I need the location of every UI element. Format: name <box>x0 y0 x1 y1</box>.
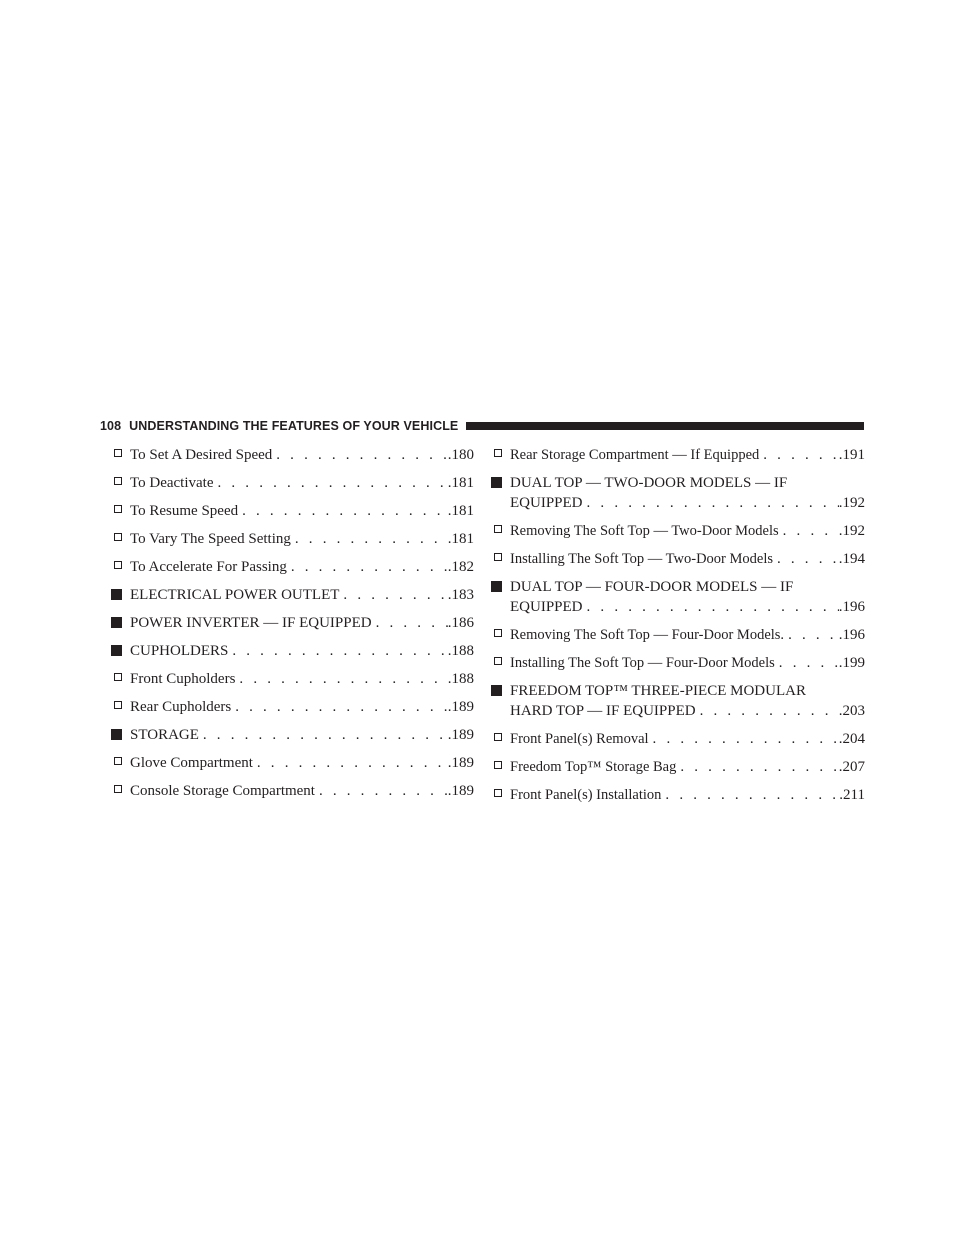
toc-entry-title: EQUIPPED <box>510 599 583 615</box>
dot-leader <box>235 669 447 689</box>
toc-section-entry[interactable] <box>490 681 865 721</box>
hollow-square-bullet-icon <box>494 449 502 457</box>
toc-subsection-entry[interactable] <box>110 669 474 689</box>
toc-subsection-entry[interactable] <box>490 757 865 777</box>
toc-subsection-entry[interactable] <box>490 729 865 749</box>
toc-page-number: .181 <box>447 475 474 491</box>
section-title: UNDERSTANDING THE FEATURES OF YOUR VEHICLE <box>129 419 459 433</box>
toc-page-number: .182 <box>447 559 474 575</box>
hollow-square-bullet-icon <box>114 785 122 793</box>
toc-subsection-entry[interactable] <box>110 753 474 773</box>
toc-page-number: .207 <box>838 759 865 775</box>
dot-leader <box>214 473 448 493</box>
hollow-square-bullet-icon <box>494 733 502 741</box>
hollow-square-bullet-icon <box>114 449 122 457</box>
toc-page-number: .194 <box>838 551 865 567</box>
dot-leader <box>773 549 839 569</box>
toc-entry-title: Removing The Soft Top — Two-Door Models <box>510 523 779 539</box>
dot-leader <box>759 445 838 465</box>
toc-section-entry[interactable] <box>490 577 865 617</box>
toc-entry-title: To Set A Desired Speed <box>130 447 273 463</box>
toc-page-number: .189 <box>447 755 474 771</box>
toc-entry-title: ELECTRICAL POWER OUTLET <box>130 587 340 603</box>
toc-page-number: .203 <box>838 703 865 719</box>
dot-leader <box>583 597 839 617</box>
toc-subsection-entry[interactable] <box>110 557 474 577</box>
hollow-square-bullet-icon <box>114 673 122 681</box>
dot-leader <box>696 701 839 721</box>
toc-page-number: .189 <box>447 727 474 743</box>
toc-page-number: .181 <box>447 531 474 547</box>
hollow-square-bullet-icon <box>494 525 502 533</box>
toc-subsection-entry[interactable] <box>110 781 474 801</box>
toc-page-number: .189 <box>447 783 474 799</box>
toc-entry-title: EQUIPPED <box>510 495 583 511</box>
toc-entry-title: Rear Storage Compartment — If Equipped <box>510 447 760 463</box>
toc-entry-title: Freedom Top™ Storage Bag <box>510 759 677 775</box>
toc-page-number: .186 <box>447 615 474 631</box>
dot-leader <box>676 757 838 777</box>
toc-entry-title: Glove Compartment <box>130 755 253 771</box>
hollow-square-bullet-icon <box>114 757 122 765</box>
toc-entry-title: Installing The Soft Top — Four-Door Models <box>510 655 775 671</box>
toc-section-entry[interactable] <box>110 641 474 661</box>
header-rule <box>466 422 864 430</box>
dot-leader <box>272 445 447 465</box>
hollow-square-bullet-icon <box>114 701 122 709</box>
toc-entry-title: Front Cupholders <box>130 671 236 687</box>
dot-leader <box>339 585 447 605</box>
dot-leader <box>315 781 448 801</box>
toc-page-number: .181 <box>447 503 474 519</box>
toc-entry-title: Rear Cupholders <box>130 699 232 715</box>
toc-right-column <box>490 440 865 813</box>
toc-left-column <box>110 440 474 809</box>
toc-page-number: .188 <box>447 671 474 687</box>
toc-entry-title: HARD TOP — IF EQUIPPED <box>510 703 696 719</box>
filled-square-bullet-icon <box>111 645 122 656</box>
dot-leader <box>775 653 839 673</box>
filled-square-bullet-icon <box>491 477 502 488</box>
toc-section-entry[interactable] <box>110 613 474 633</box>
toc-section-entry[interactable] <box>110 585 474 605</box>
toc-entry-title: Front Panel(s) Removal <box>510 731 649 747</box>
toc-subsection-entry[interactable] <box>490 625 865 645</box>
toc-page-number: .188 <box>447 643 474 659</box>
hollow-square-bullet-icon <box>494 657 502 665</box>
toc-page-number: .196 <box>838 599 865 615</box>
toc-entry-title: DUAL TOP — FOUR-DOOR MODELS — IF <box>510 579 794 595</box>
filled-square-bullet-icon <box>111 589 122 600</box>
toc-subsection-entry[interactable] <box>110 529 474 549</box>
toc-entry-title: Installing The Soft Top — Two-Door Models <box>510 551 773 567</box>
dot-leader <box>231 697 448 717</box>
toc-section-entry[interactable] <box>490 473 865 513</box>
toc-subsection-entry[interactable] <box>110 473 474 493</box>
filled-square-bullet-icon <box>111 729 122 740</box>
toc-subsection-entry[interactable] <box>490 653 865 673</box>
dot-leader <box>649 729 839 749</box>
toc-entry-title: Console Storage Compartment <box>130 783 315 799</box>
toc-page-number: .192 <box>838 523 865 539</box>
toc-page-number: .183 <box>447 587 474 603</box>
dot-leader <box>661 785 839 805</box>
toc-page-number: .192 <box>838 495 865 511</box>
toc-page-number: .191 <box>838 447 865 463</box>
dot-leader <box>779 521 839 541</box>
toc-entry-title: CUPHOLDERS <box>130 643 229 659</box>
dot-leader <box>583 493 839 513</box>
dot-leader <box>372 613 448 633</box>
hollow-square-bullet-icon <box>494 761 502 769</box>
toc-page-number: .199 <box>838 655 865 671</box>
toc-entry-title: DUAL TOP — TWO-DOOR MODELS — IF <box>510 475 788 491</box>
toc-page-number: .189 <box>447 699 474 715</box>
toc-entry-title: POWER INVERTER — IF EQUIPPED <box>130 615 372 631</box>
page-header <box>100 415 864 437</box>
hollow-square-bullet-icon <box>114 505 122 513</box>
dot-leader <box>784 625 839 645</box>
toc-page-number: .211 <box>839 787 865 803</box>
toc-subsection-entry[interactable] <box>110 697 474 717</box>
toc-entry-title: Removing The Soft Top — Four-Door Models. <box>510 627 785 643</box>
dot-leader <box>238 501 448 521</box>
toc-page-number: .196 <box>838 627 865 643</box>
toc-subsection-entry[interactable] <box>490 785 865 805</box>
dot-leader <box>199 725 448 745</box>
filled-square-bullet-icon <box>491 581 502 592</box>
dot-leader <box>291 529 448 549</box>
hollow-square-bullet-icon <box>494 553 502 561</box>
toc-subsection-entry[interactable] <box>490 521 865 541</box>
toc-subsection-entry[interactable] <box>110 445 474 465</box>
toc-entry-title: To Resume Speed <box>130 503 239 519</box>
toc-section-entry[interactable] <box>110 725 474 745</box>
hollow-square-bullet-icon <box>114 533 122 541</box>
toc-page-number: .180 <box>447 447 474 463</box>
toc-entry-title: To Accelerate For Passing <box>130 559 287 575</box>
dot-leader <box>253 753 448 773</box>
dot-leader <box>228 641 447 661</box>
toc-entry-title: STORAGE <box>130 727 199 743</box>
dot-leader <box>287 557 448 577</box>
hollow-square-bullet-icon <box>494 629 502 637</box>
hollow-square-bullet-icon <box>114 477 122 485</box>
toc-entry-title: To Vary The Speed Setting <box>130 531 291 547</box>
toc-subsection-entry[interactable] <box>490 445 865 465</box>
page-number: 108 <box>100 419 122 433</box>
toc-entry-title: To Deactivate <box>130 475 214 491</box>
hollow-square-bullet-icon <box>494 789 502 797</box>
filled-square-bullet-icon <box>491 685 502 696</box>
toc-subsection-entry[interactable] <box>490 549 865 569</box>
toc-entry-title: Front Panel(s) Installation <box>510 787 662 803</box>
filled-square-bullet-icon <box>111 617 122 628</box>
hollow-square-bullet-icon <box>114 561 122 569</box>
toc-subsection-entry[interactable] <box>110 501 474 521</box>
toc-page-number: .204 <box>838 731 865 747</box>
toc-entry-title: FREEDOM TOP™ THREE-PIECE MODULAR <box>510 683 806 699</box>
